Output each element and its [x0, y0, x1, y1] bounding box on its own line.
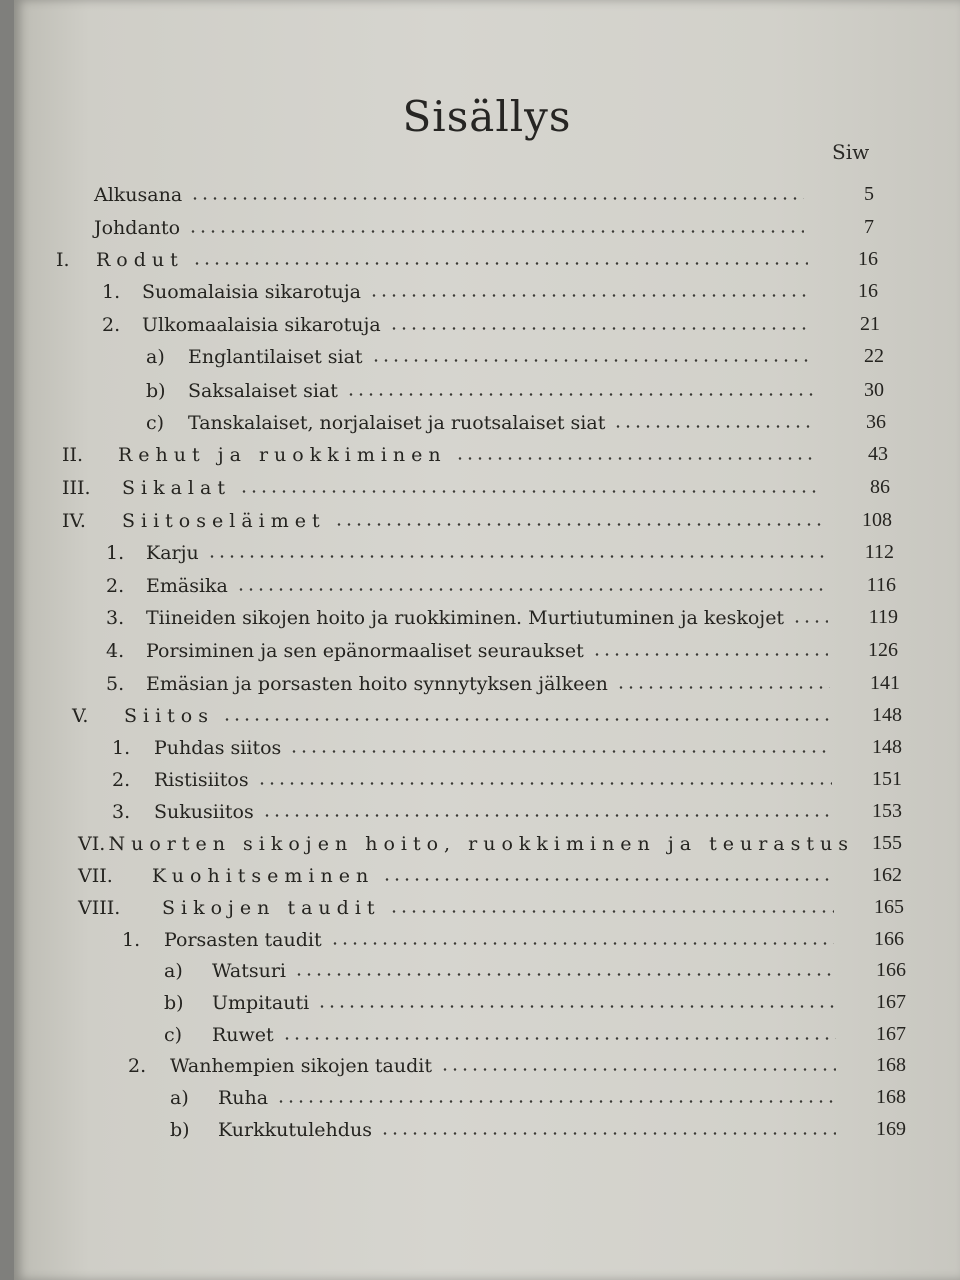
dot-leader [592, 653, 828, 656]
toc-entry-number: III. [62, 477, 91, 499]
toc-entry-title: Sikojen taudit [162, 897, 381, 919]
toc-entry-title: Sikalat [122, 477, 231, 499]
toc-entry-title: Englantilaiset siat [188, 346, 363, 368]
toc-entry-page: 112 [864, 541, 894, 563]
toc-entry-page: 116 [866, 574, 896, 596]
toc-entry-page: 167 [876, 1023, 906, 1045]
dot-leader [207, 555, 824, 558]
toc-entry-title: Johdanto [94, 217, 181, 239]
toc-entry-title: Emäsika [146, 575, 228, 597]
toc-entry-number: 3. [106, 607, 125, 629]
toc-entry-page: 5 [864, 183, 874, 205]
dot-leader [346, 393, 814, 396]
toc-entry-title: Emäsian ja porsasten hoito synnytyksen jälkeen [146, 673, 608, 695]
toc-entry-title: Tanskalaiset, norjalaiset ja ruotsalaiset siat [188, 412, 606, 434]
toc-entry-title: Rodut [96, 249, 184, 271]
dot-leader [317, 1005, 836, 1008]
toc-entry-number: c) [146, 412, 165, 434]
toc-entry [102, 306, 880, 336]
toc-entry-page: 168 [876, 1086, 906, 1108]
page-title: Sisällys [402, 92, 572, 141]
toc-entry-number: b) [170, 1119, 190, 1141]
toc-entry-page: 86 [870, 476, 890, 498]
toc-entry [94, 176, 874, 206]
toc-entry-page: 16 [858, 248, 878, 270]
toc-entry-page: 148 [872, 704, 902, 726]
toc-entry-page: 151 [872, 768, 902, 790]
toc-entry-number: 1. [122, 929, 141, 951]
toc-entry-number: 1. [112, 737, 131, 759]
toc-entry [122, 921, 904, 951]
toc-entry-title: Sukusiitos [154, 801, 254, 823]
toc-entry-page: 166 [874, 928, 904, 950]
toc-entry-page: 22 [864, 345, 884, 367]
dot-leader [282, 1037, 836, 1040]
toc-entry-page: 153 [872, 800, 902, 822]
dot-leader [236, 588, 826, 591]
toc-entry-page: 30 [864, 379, 884, 401]
toc-entry [62, 436, 888, 466]
toc-entry-title: Watsuri [212, 960, 286, 982]
toc-entry [106, 665, 900, 695]
dot-leader [257, 782, 832, 785]
toc-entry-number: IV. [62, 510, 86, 532]
toc-entry-page: 16 [858, 280, 878, 302]
toc-entry-title: Ruwet [212, 1024, 274, 1046]
toc-entry-page: 148 [872, 736, 902, 758]
toc-entry [78, 889, 904, 919]
toc-entry-number: 2. [128, 1055, 147, 1077]
toc-entry-title: Siitos [124, 705, 214, 727]
toc-entry [106, 599, 898, 629]
dot-leader [369, 294, 808, 297]
toc-entry-number: 2. [106, 575, 125, 597]
toc-entry-page: 21 [860, 313, 880, 335]
toc-entry [164, 984, 906, 1014]
toc-entry [170, 1111, 906, 1141]
toc-entry-number: 1. [106, 542, 125, 564]
toc-entry-number: VIII. [78, 897, 121, 919]
toc-entry-number: a) [164, 960, 183, 982]
toc-entry-number: c) [164, 1024, 183, 1046]
toc-entry [78, 857, 902, 887]
toc-entry-number: 5. [106, 673, 125, 695]
toc-entry-page: 7 [864, 216, 874, 238]
toc-entry [112, 761, 902, 791]
toc-entry-page: 126 [868, 639, 898, 661]
dot-leader [616, 686, 830, 689]
dot-leader [389, 910, 834, 913]
toc-entry-number: 4. [106, 640, 125, 662]
toc-entry [62, 502, 892, 532]
toc-entry-title: Umpitauti [212, 992, 310, 1014]
toc-entry-page: 119 [868, 606, 898, 628]
toc-entry-number: b) [164, 992, 184, 1014]
toc-entry-page: 141 [870, 672, 900, 694]
dot-leader [294, 973, 836, 976]
dot-leader [276, 1100, 836, 1103]
dot-leader [440, 1068, 836, 1071]
toc-entry-number: 3. [112, 801, 131, 823]
toc-entry-number: b) [146, 380, 166, 402]
dot-leader [190, 197, 804, 200]
toc-entry-page: 36 [866, 411, 886, 433]
toc-entry-title: Ruha [218, 1087, 269, 1109]
dot-leader [792, 620, 828, 623]
toc-entry [146, 338, 884, 368]
toc-entry-title: Alkusana [94, 184, 183, 206]
toc-entry-number: 1. [102, 281, 121, 303]
toc-entry [164, 1016, 906, 1046]
toc-entry-number: a) [146, 346, 165, 368]
toc-entry [128, 1047, 906, 1077]
toc-entry-page: 155 [872, 832, 902, 854]
toc-entry-page: 108 [862, 509, 892, 531]
toc-entry-title: Ristisiitos [154, 769, 249, 791]
toc-entry-title: Tiineiden sikojen hoito ja ruokkiminen. Murtiutuminen ja keskojet [146, 607, 785, 629]
toc-entry [146, 372, 884, 402]
dot-leader [613, 425, 816, 428]
page-column-header: Siw [832, 140, 870, 164]
dot-leader [192, 262, 808, 265]
toc-entry-title: Karju [146, 542, 199, 564]
toc-entry-number: V. [72, 705, 89, 727]
toc-entry [164, 952, 906, 982]
toc-entry [94, 209, 874, 239]
toc-entry-title: Saksalaiset siat [188, 380, 338, 402]
dot-leader [371, 359, 814, 362]
toc-entry-title: Porsasten taudit [164, 929, 322, 951]
toc-entry-page: 43 [868, 443, 888, 465]
toc-entry [78, 825, 902, 855]
toc-entry [72, 697, 902, 727]
toc-entry-title: Ulkomaalaisia sikarotuja [142, 314, 381, 336]
dot-leader [188, 230, 804, 233]
toc-entry [106, 632, 898, 662]
toc-entry [62, 469, 890, 499]
toc-entry-number: I. [56, 249, 70, 271]
toc-entry-title: Porsiminen ja sen epänormaaliset seuraukset [146, 640, 584, 662]
toc-entry [146, 404, 886, 434]
toc-entry-page: 167 [876, 991, 906, 1013]
toc-entry-title: Rehut ja ruokkiminen [118, 444, 447, 466]
toc-entry-page: 166 [876, 959, 906, 981]
toc-entry [112, 729, 902, 759]
dot-leader [239, 490, 820, 493]
toc-entry-title: Kuohitseminen [152, 865, 375, 887]
dot-leader [289, 750, 832, 753]
dot-leader [389, 327, 810, 330]
toc-entry-page: 162 [872, 864, 902, 886]
toc-entry-number: 2. [112, 769, 131, 791]
toc-entry-title: Suomalaisia sikarotuja [142, 281, 361, 303]
dot-leader [222, 718, 832, 721]
toc-entry-title: Nuorten sikojen hoito, ruokkiminen ja teurastus [108, 833, 854, 855]
toc-entry-title: Kurkkutulehdus [218, 1119, 372, 1141]
toc-entry [106, 567, 896, 597]
toc-entry-page: 169 [876, 1118, 906, 1140]
toc-entry-number: VII. [78, 865, 113, 887]
dot-leader [330, 942, 834, 945]
toc-entry-title: Siitoseläimet [122, 510, 326, 532]
toc-entry-number: a) [170, 1087, 189, 1109]
toc-entry-number: 2. [102, 314, 121, 336]
toc-entry-page: 165 [874, 896, 904, 918]
dot-leader [380, 1132, 836, 1135]
toc-entry [56, 241, 878, 271]
toc-entry-number: VI. [78, 833, 106, 855]
toc-entry-page: 168 [876, 1054, 906, 1076]
dot-leader [455, 457, 818, 460]
toc-entry [106, 534, 894, 564]
toc-entry-title: Wanhempien sikojen taudit [170, 1055, 432, 1077]
dot-leader [382, 878, 832, 881]
toc-entry-number: II. [62, 444, 84, 466]
dot-leader [262, 814, 832, 817]
dot-leader [334, 523, 822, 526]
toc-entry [112, 793, 902, 823]
book-page [14, 0, 960, 1280]
toc-entry-title: Puhdas siitos [154, 737, 282, 759]
toc-entry [102, 273, 878, 303]
toc-entry [170, 1079, 906, 1109]
